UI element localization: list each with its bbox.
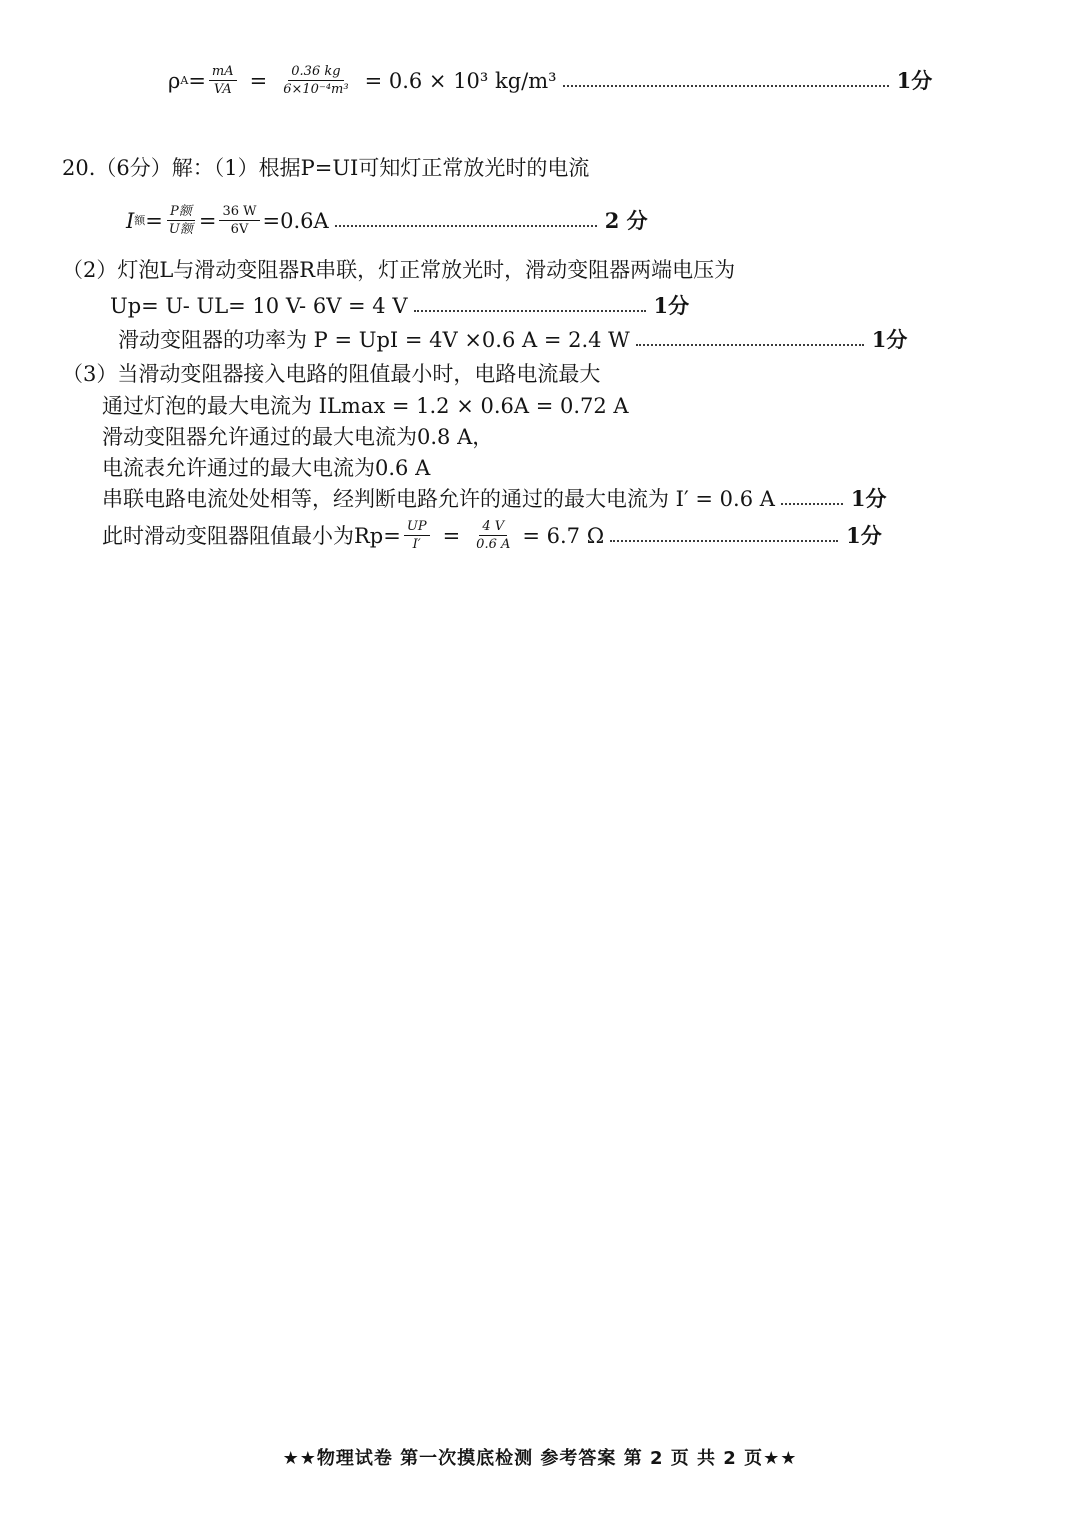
rheostat-max-current-line: 滑动变阻器允许通过的最大电流为0.8 A，	[102, 425, 494, 449]
part2-text: （2）灯泡L与滑动变阻器R串联，灯正常放光时，滑动变阻器两端电压为	[62, 258, 736, 282]
fraction-numerator: P额	[167, 204, 195, 221]
min-resistance-line: 此时滑动变阻器阻值最小为Rp= $\frac{UP}{I'}$ = $\frac{4 V}{0.6 A}$ = 6.7 Ω 1分	[102, 519, 882, 552]
score-label: 2 分	[604, 207, 648, 233]
rho-subscript: A	[180, 73, 189, 87]
page-footer: ★★物理试卷 第一次摸底检测 参考答案 第 2 页 共 2 页★★	[282, 1448, 798, 1469]
numeric-fraction	[219, 204, 259, 237]
current-subscript: 额	[134, 213, 146, 227]
density-result: = 0.6 × 10³ kg/m³	[364, 68, 557, 93]
fraction-denominator: I′	[412, 537, 421, 552]
leader-dots	[610, 540, 838, 542]
ammeter-max-current-line: 电流表允许通过的最大电流为0.6 A	[102, 456, 431, 480]
rated-current-equation: I 额 = $\frac{\text{P额}}{\text{U额}}$ = $\frac{36 W}{6V}$ =0.6A 2 分	[126, 204, 648, 237]
fraction-denominator: 0.6 A	[476, 537, 511, 552]
fraction-numerator: 4 V	[479, 519, 507, 536]
fraction-denominator: 6V	[230, 222, 249, 237]
rho-symbol: ρ	[168, 68, 181, 93]
leader-dots	[335, 225, 597, 227]
score-label: 1分	[896, 67, 933, 93]
voltage-equation: Up= U- UL= 10 V- 6V = 4 V 1分	[110, 293, 690, 318]
score-label: 1分	[850, 486, 887, 511]
score-label: 1分	[653, 293, 690, 318]
numeric-fraction	[473, 519, 513, 552]
fraction-denominator: 6×10⁻⁴m³	[283, 82, 349, 97]
resistance-result: = 6.7 Ω	[522, 523, 605, 548]
numeric-fraction	[280, 64, 351, 97]
power-equation: 滑动变阻器的功率为 P = UpI = 4V ×0.6 A = 2.4 W 1分	[118, 327, 908, 352]
fraction-denominator: VA	[213, 82, 232, 97]
power-over-voltage-fraction	[166, 204, 196, 237]
fraction-numerator: 36 W	[219, 204, 259, 221]
fraction-numerator: mA	[209, 64, 237, 81]
current-symbol: I	[126, 208, 135, 233]
fraction-numerator: UP	[404, 519, 430, 536]
score-label: 1分	[871, 327, 908, 352]
q20-heading: 20.（6分）解：（1）根据P=UI可知灯正常放光时的电流	[62, 156, 590, 180]
leader-dots	[563, 85, 889, 87]
fraction-denominator: U额	[168, 222, 193, 237]
fraction-numerator: 0.36 kg	[288, 64, 343, 81]
voltage-over-current-fraction	[404, 519, 430, 552]
score-label: 1分	[846, 522, 882, 548]
current-result: =0.6A	[262, 208, 329, 233]
q19-density-equation: ρ A = $\frac{mA}{VA}$ = $\frac{0.36 kg}{\text{6×10⁻⁴m³}}$ = 0.6 × 10³ kg/m³ 1分	[168, 64, 933, 97]
leader-dots	[636, 344, 864, 346]
leader-dots	[414, 310, 646, 312]
part3-text: （3）当滑动变阻器接入电路的阻值最小时，电路电流最大	[62, 362, 601, 386]
max-lamp-current-line: 通过灯泡的最大电流为 ILmax = 1.2 × 0.6A = 0.72 A	[102, 394, 629, 418]
mass-over-volume-fraction	[209, 64, 237, 97]
leader-dots	[781, 503, 843, 505]
series-current-line: 串联电路电流处处相等，经判断电路允许的通过的最大电流为 I′ = 0.6 A 1分	[102, 486, 887, 511]
